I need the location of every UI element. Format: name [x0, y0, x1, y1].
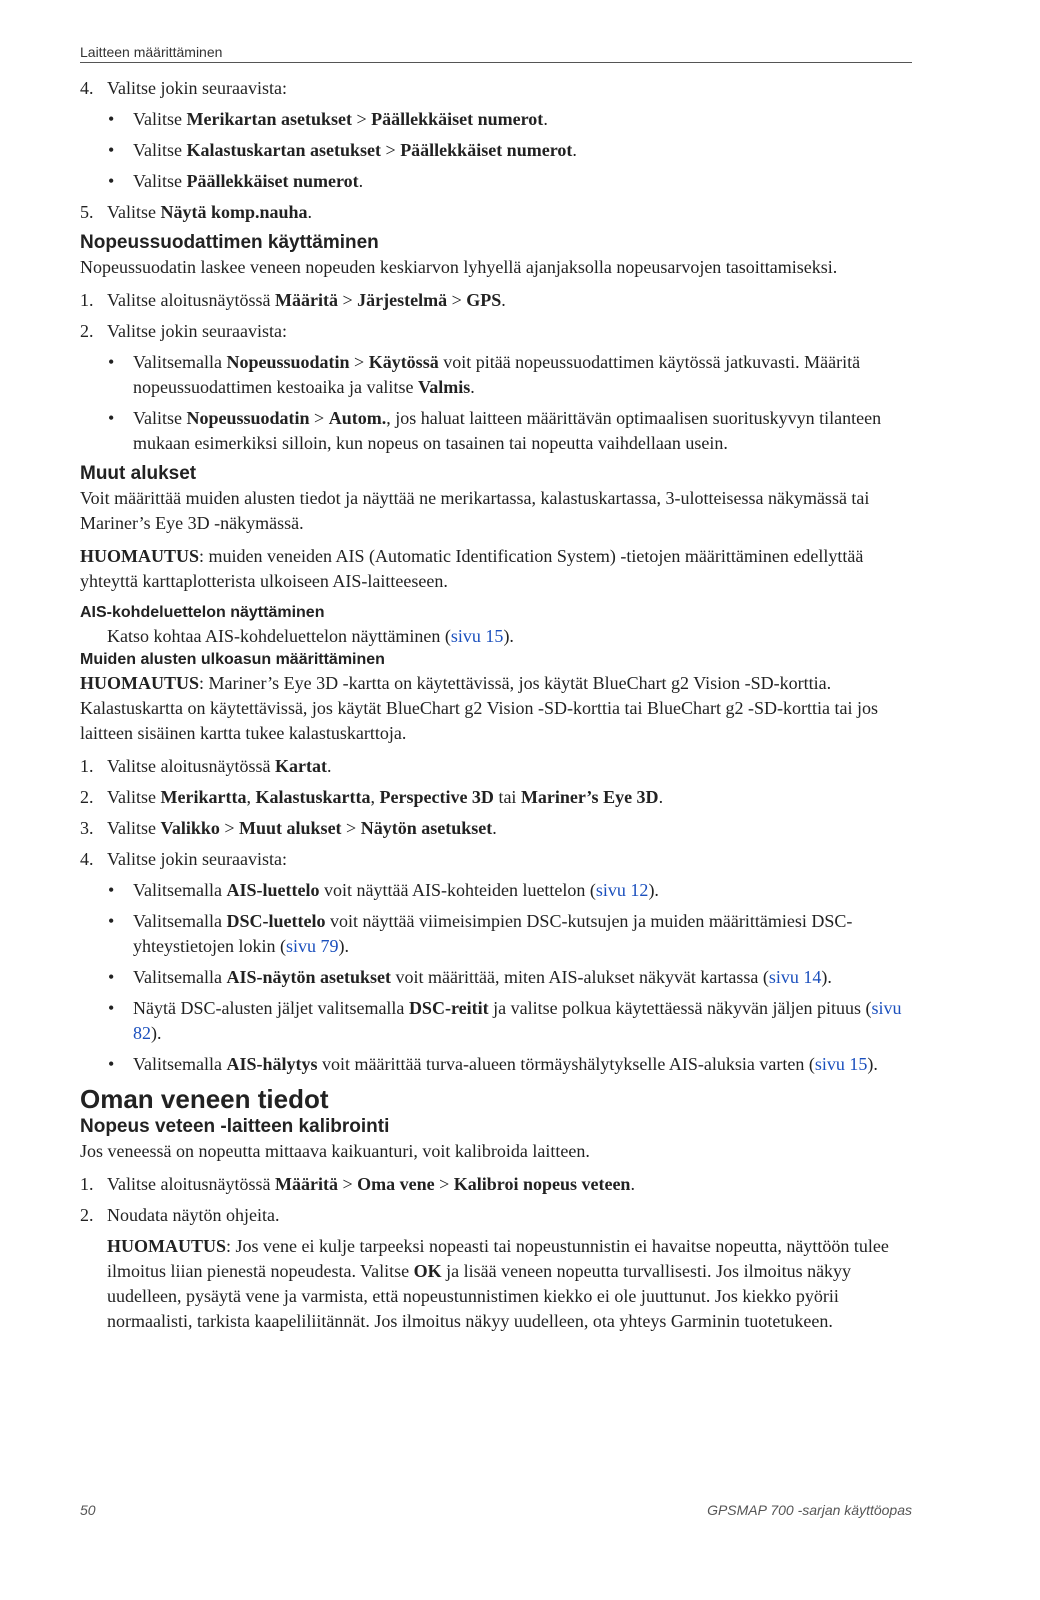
- page-number: 50: [80, 1502, 96, 1518]
- step-text: Valitse jokin seuraavista:: [107, 78, 287, 98]
- chapter-heading: Oman veneen tiedot: [80, 1084, 329, 1114]
- menu-path: Määritä: [274, 1174, 338, 1194]
- running-header: [80, 44, 912, 63]
- menu-path: Autom.: [328, 408, 387, 428]
- paragraph: Voit määrittää muiden alusten tiedot ja näyttää ne merikartassa, kalastuskartassa, 3-ulotteisessa näkymässä tai Mariner’s Eye 3D -näkymässä.: [80, 488, 870, 533]
- step-number: 4.: [80, 78, 94, 98]
- bullet-item: • Näytä DSC-alusten jäljet valitsemalla DSC-reitit ja valitse polkua käytettäessä näkyvän jäljen pituus (sivu 82).: [108, 998, 902, 1043]
- menu-path: Päällekkäiset numerot: [400, 140, 573, 160]
- bullet-icon: •: [108, 140, 115, 160]
- menu-path: DSC-luettelo: [226, 911, 326, 931]
- menu-path: Nopeussuodatin: [186, 408, 310, 428]
- page-link[interactable]: sivu 14: [768, 967, 822, 987]
- bullet-icon: •: [108, 109, 115, 129]
- step-item: [80, 1203, 916, 1228]
- bullet-icon: •: [108, 967, 115, 987]
- step-item: 1. Valitse aloitusnäytössä Kartat.: [80, 754, 916, 779]
- note-label: HUOMAUTUS: [107, 1236, 227, 1256]
- bullet-item: • Valitsemalla AIS-näytön asetukset voit määrittää, miten AIS-alukset näkyvät kartassa (sivu 14).: [80, 965, 916, 990]
- menu-path: Kalibroi nopeus veteen: [453, 1174, 631, 1194]
- menu-path: Päällekkäiset numerot: [371, 109, 544, 129]
- bullet-item: • Valitse Merikartan asetukset > Päällekkäiset numerot.: [80, 107, 916, 132]
- step-number: 2.: [80, 1205, 94, 1225]
- section-heading: Nopeus veteen -laitteen kalibrointi: [80, 1116, 390, 1137]
- step-item: 1. Valitse aloitusnäytössä Määritä > Järjestelmä > GPS.: [80, 288, 916, 313]
- bullet-item: • Valitsemalla Nopeussuodatin > Käytössä voit pitää nopeussuodattimen käytössä jatkuvasti. Määritä nopeussuodattimen kestoaika ja valitse Valmis.: [108, 352, 861, 397]
- page-link[interactable]: sivu 82: [133, 998, 902, 1043]
- bullet-icon: •: [108, 880, 115, 900]
- menu-path: Oma vene: [357, 1174, 435, 1194]
- menu-path: Merikartta: [160, 787, 247, 807]
- bullet-icon: •: [108, 408, 115, 428]
- page-link[interactable]: sivu 79: [285, 936, 339, 956]
- footer-title: GPSMAP 700 -sarjan käyttöopas: [707, 1502, 912, 1518]
- step-item: 5. Valitse Näytä komp.nauha.: [80, 200, 916, 225]
- note-paragraph: HUOMAUTUS: muiden veneiden AIS (Automatic Identification System) -tietojen määrittäminen edellyttää yhteyttä karttaplotterista ulkoiseen AIS-laitteeseen.: [80, 546, 864, 591]
- step-item: 3. Valitse Valikko > Muut alukset > Näytön asetukset.: [80, 816, 916, 841]
- step-number: 3.: [80, 818, 94, 838]
- step-number: 2.: [80, 321, 94, 341]
- note-label: HUOMAUTUS: [80, 546, 200, 566]
- step-text: Valitse jokin seuraavista:: [107, 321, 287, 341]
- step-item: [80, 847, 916, 872]
- menu-path: Nopeussuodatin: [226, 352, 350, 372]
- menu-path: DSC-reitit: [408, 998, 489, 1018]
- menu-path: Muut alukset: [239, 818, 342, 838]
- bullet-icon: •: [108, 1054, 115, 1074]
- menu-path: Käytössä: [368, 352, 439, 372]
- step-text: Valitse jokin seuraavista:: [107, 849, 287, 869]
- menu-path: Näytä komp.nauha: [160, 202, 308, 222]
- menu-path: Kartat: [274, 756, 327, 776]
- menu-path: Perspective 3D: [379, 787, 494, 807]
- menu-path: Päällekkäiset numerot: [186, 171, 359, 191]
- section-heading: Nopeussuodattimen käyttäminen: [80, 232, 379, 253]
- menu-path: Valikko: [160, 818, 220, 838]
- menu-path: AIS-hälytys: [226, 1054, 318, 1074]
- step-text: Noudata näytön ohjeita.: [107, 1205, 280, 1225]
- menu-path: Määritä: [274, 290, 338, 310]
- bullet-icon: •: [108, 171, 115, 191]
- step-number: 1.: [80, 756, 94, 776]
- menu-path: Kalastuskartan asetukset: [186, 140, 382, 160]
- bullet-item: • Valitse Nopeussuodatin > Autom., jos haluat laitteen määrittävän optimaalisen suorituskyvyn tilanteen mukaan esimerkiksi silloin, kun nopeus on tasainen tai nopeutta vaihdellaan usein.: [108, 408, 882, 453]
- step-item: 2. Valitse Merikartta, Kalastuskartta, Perspective 3D tai Mariner’s Eye 3D.: [80, 785, 916, 810]
- section-title: Laitteen määrittäminen: [80, 44, 223, 60]
- step-number: 1.: [80, 1174, 94, 1194]
- menu-path: Valmis: [417, 377, 471, 397]
- note-paragraph: HUOMAUTUS: Mariner’s Eye 3D -kartta on käytettävissä, jos käytät BlueChart g2 Vision -SD-korttia. Kalastuskartta on käytettävissä, jos käytät BlueChart g2 Vision -SD-korttia tai BlueChart g2 -SD-korttia tai jos laitteen sisäinen kartta tukee kalastuskarttoja.: [80, 673, 878, 743]
- bullet-item: • Valitsemalla DSC-luettelo voit näyttää viimeisimpien DSC-kutsujen ja muiden määrittämiesi DSC-yhteystietojen lokin (sivu 79).: [108, 911, 853, 956]
- step-number: 4.: [80, 849, 94, 869]
- menu-path: Näytön asetukset: [360, 818, 493, 838]
- paragraph: Jos veneessä on nopeutta mittaava kaikuanturi, voit kalibroida laitteen.: [80, 1141, 590, 1161]
- note-paragraph: HUOMAUTUS: Jos vene ei kulje tarpeeksi nopeasti tai nopeustunnistin ei havaitse nopeutta, näyttöön tulee ilmoitus liian pienestä nopeudesta. Valitse OK ja lisää veneen nopeutta turvallisesti. Jos ilmoitus näkyy uudelleen, pysäytä vene ja varmista, että nopeustunnistimen kiekko ei ole juuttunut. Jos kiekko pyörii normaalisti, tarkista kaapeliliitännät. Jos ilmoitus näkyy uudelleen, ota yhteys Garminin tuotetukeen.: [107, 1236, 889, 1331]
- ok-label: OK: [413, 1261, 442, 1281]
- page-link[interactable]: sivu 12: [595, 880, 649, 900]
- menu-path: AIS-näytön asetukset: [226, 967, 392, 987]
- bullet-icon: •: [108, 352, 115, 372]
- page-content: [80, 76, 916, 1334]
- note-label: HUOMAUTUS: [80, 673, 200, 693]
- bullet-icon: •: [108, 911, 115, 931]
- step-number: 5.: [80, 202, 94, 222]
- paragraph: Katso kohtaa AIS-kohdeluettelon näyttäminen (sivu 15).: [107, 626, 514, 646]
- menu-path: Kalastuskartta: [255, 787, 371, 807]
- bullet-item: • Valitse Päällekkäiset numerot.: [80, 169, 916, 194]
- step-item: [80, 319, 916, 344]
- paragraph: Nopeussuodatin laskee veneen nopeuden keskiarvon lyhyellä ajanjaksolla nopeusarvojen tasoittamiseksi.: [80, 257, 838, 277]
- menu-path: Merikartan asetukset: [186, 109, 352, 129]
- menu-path: GPS: [466, 290, 502, 310]
- menu-path: Järjestelmä: [357, 290, 448, 310]
- step-item: 1. Valitse aloitusnäytössä Määritä > Oma vene > Kalibroi nopeus veteen.: [80, 1172, 916, 1197]
- step-item: [80, 76, 916, 101]
- bullet-item: • Valitse Kalastuskartan asetukset > Päällekkäiset numerot.: [80, 138, 916, 163]
- section-heading: Muut alukset: [80, 463, 197, 484]
- bullet-item: • Valitsemalla AIS-luettelo voit näyttää AIS-kohteiden luettelon (sivu 12).: [80, 878, 916, 903]
- subsection-heading: Muiden alusten ulkoasun määrittäminen: [80, 651, 385, 668]
- menu-path: Mariner’s Eye 3D: [520, 787, 659, 807]
- menu-path: AIS-luettelo: [226, 880, 320, 900]
- bullet-item: • Valitsemalla AIS-hälytys voit määrittää turva-alueen törmäyshälytykselle AIS-aluksia varten (sivu 15).: [80, 1052, 916, 1077]
- bullet-icon: •: [108, 998, 115, 1018]
- step-number: 1.: [80, 290, 94, 310]
- page-link[interactable]: sivu 15: [450, 626, 504, 646]
- step-number: 2.: [80, 787, 94, 807]
- subsection-heading: AIS-kohdeluettelon näyttäminen: [80, 604, 325, 621]
- page-link[interactable]: sivu 15: [814, 1054, 868, 1074]
